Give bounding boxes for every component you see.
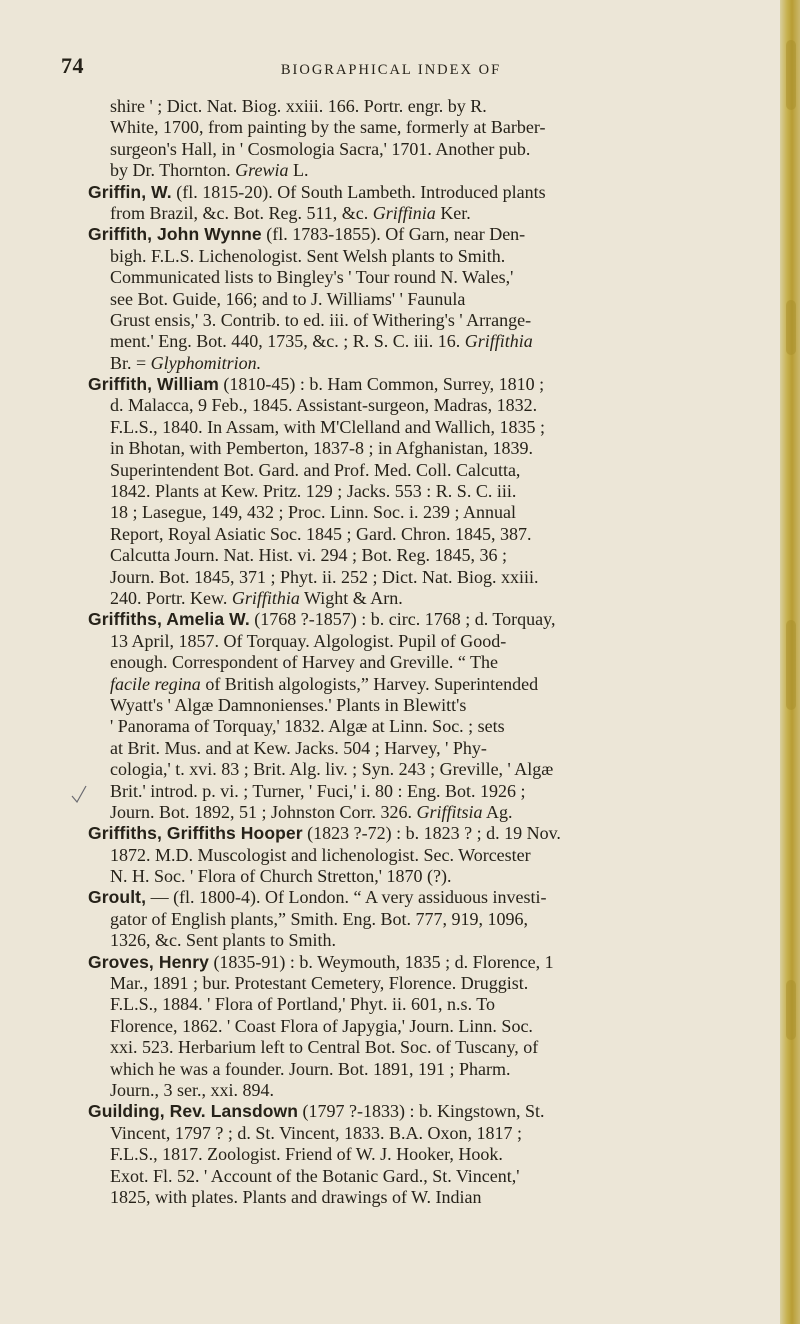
text-span: (1835-91) : b. Weymouth, 1835 ; d. Florence, 1 bbox=[208, 951, 554, 972]
entry-head-line bbox=[88, 609, 768, 630]
text-span: Calcutta Journ. Nat. Hist. vi. 294 ; Bot. Reg. 1845, 36 ; bbox=[110, 545, 507, 566]
text-span: Journ. Bot. 1892, 51 ; Johnston Corr. 326. bbox=[110, 801, 417, 822]
text-span: see Bot. Guide, 166; and to J. Williams' ' Faunula bbox=[110, 288, 466, 309]
index-entries bbox=[88, 96, 768, 1208]
text-span: ment.' Eng. Bot. 440, 1735, &c. ; R. S. C. iii. 16. bbox=[110, 331, 465, 352]
entry-name: Griffith, John Wynne bbox=[88, 224, 262, 245]
text-line bbox=[88, 438, 768, 459]
entry-head-line bbox=[88, 887, 768, 908]
text-line bbox=[88, 802, 768, 823]
text-line bbox=[88, 738, 768, 759]
text-span: F.L.S., 1840. In Assam, with M'Clelland and Wallich, 1835 ; bbox=[110, 416, 546, 437]
text-line bbox=[88, 481, 768, 502]
text-span: ' Panorama of Torquay,' 1832. Algæ at Linn. Soc. ; sets bbox=[110, 716, 505, 737]
text-span: 13 April, 1857. Of Torquay. Algologist. Pupil of Good- bbox=[110, 630, 507, 651]
text-line bbox=[88, 139, 768, 160]
text-span: xxi. 523. Herbarium left to Central Bot. Soc. of Tuscany, of bbox=[110, 1037, 539, 1058]
text-span: (1797 ?-1833) : b. Kingstown, St. bbox=[298, 1101, 545, 1122]
text-span: Journ. Bot. 1845, 371 ; Phyt. ii. 252 ; Dict. Nat. Biog. xxiii. bbox=[110, 566, 539, 587]
entry-name: Guilding, Rev. Lansdown bbox=[88, 1101, 299, 1122]
entry-head-line bbox=[88, 1101, 768, 1122]
text-span: Ag. bbox=[482, 801, 513, 822]
italic-text: Griffitsia bbox=[416, 801, 483, 822]
text-line bbox=[88, 1166, 768, 1187]
entry-name: Griffith, William bbox=[88, 374, 219, 395]
text-line bbox=[88, 289, 768, 310]
book-page-edge bbox=[780, 0, 800, 1324]
text-line bbox=[88, 716, 768, 737]
text-span: Wyatt's ' Algæ Damnonienses.' Plants in Blewitt's bbox=[110, 694, 467, 715]
text-span: (1768 ?-1857) : b. circ. 1768 ; d. Torquay, bbox=[249, 609, 556, 630]
text-span: enough. Correspondent of Harvey and Greville. “ The bbox=[110, 652, 499, 673]
text-line bbox=[88, 588, 768, 609]
text-line bbox=[88, 353, 768, 374]
text-line bbox=[88, 395, 768, 416]
text-span: from Brazil, &c. Bot. Reg. 511, &c. bbox=[110, 202, 373, 223]
text-line bbox=[88, 460, 768, 481]
italic-text: Grewia bbox=[235, 160, 289, 181]
text-line bbox=[88, 1016, 768, 1037]
text-line bbox=[88, 674, 768, 695]
running-head: BIOGRAPHICAL INDEX OF bbox=[280, 62, 502, 78]
text-span: cologia,' t. xvi. 83 ; Brit. Alg. liv. ; Syn. 243 ; Greville, ' Algæ bbox=[110, 759, 554, 780]
text-span: surgeon's Hall, in ' Cosmologia Sacra,' 1701. Another pub. bbox=[110, 138, 531, 159]
text-line bbox=[88, 866, 768, 887]
entry-name: Groves, Henry bbox=[88, 951, 209, 972]
pencil-tick-mark bbox=[70, 784, 88, 804]
text-span: of British algologists,” Harvey. Superintended bbox=[200, 673, 539, 694]
text-span: 1326, &c. Sent plants to Smith. bbox=[110, 930, 337, 951]
text-span: (fl. 1815-20). Of South Lambeth. Introduced plants bbox=[171, 181, 546, 202]
italic-text: Griffithia bbox=[231, 587, 300, 608]
text-span: Vincent, 1797 ? ; d. St. Vincent, 1833. B.A. Oxon, 1817 ; bbox=[110, 1122, 522, 1143]
text-line bbox=[88, 781, 768, 802]
text-line bbox=[88, 417, 768, 438]
page-number: 74 bbox=[61, 53, 84, 78]
text-line bbox=[88, 909, 768, 930]
text-span: 1825, with plates. Plants and drawings of W. Indian bbox=[110, 1186, 482, 1207]
text-span: which he was a founder. Journ. Bot. 1891, 191 ; Pharm. bbox=[110, 1058, 511, 1079]
entry-head-line bbox=[88, 374, 768, 395]
text-span: Brit.' introd. p. vi. ; Turner, ' Fuci,' i. 80 : Eng. Bot. 1926 ; bbox=[110, 780, 526, 801]
text-line bbox=[88, 631, 768, 652]
italic-text: Griffithia bbox=[464, 331, 533, 352]
text-span: (1823 ?-72) : b. 1823 ? ; d. 19 Nov. bbox=[302, 823, 561, 844]
text-line bbox=[88, 845, 768, 866]
text-line bbox=[88, 545, 768, 566]
text-span: Report, Royal Asiatic Soc. 1845 ; Gard. Chron. 1845, 387. bbox=[110, 523, 532, 544]
entry-head-line bbox=[88, 224, 768, 245]
text-span: White, 1700, from painting by the same, formerly at Barber- bbox=[110, 117, 546, 138]
text-span: Ker. bbox=[435, 202, 471, 223]
italic-text: Griffinia bbox=[372, 202, 436, 223]
entry-head-line bbox=[88, 823, 768, 844]
text-span: (1810-45) : b. Ham Common, Surrey, 1810 ; bbox=[218, 374, 545, 395]
text-span: F.L.S., 1884. ' Flora of Portland,' Phyt. ii. 601, n.s. To bbox=[110, 994, 495, 1015]
text-span: in Bhotan, with Pemberton, 1837-8 ; in Afghanistan, 1839. bbox=[110, 438, 533, 459]
text-span: gator of English plants,” Smith. Eng. Bot. 777, 919, 1096, bbox=[110, 908, 528, 929]
text-line bbox=[88, 310, 768, 331]
text-span: bigh. F.L.S. Lichenologist. Sent Welsh plants to Smith. bbox=[110, 245, 506, 266]
entry-head-line bbox=[88, 182, 768, 203]
entry-name: Groult, bbox=[88, 887, 147, 908]
text-line bbox=[88, 759, 768, 780]
text-span: 1842. Plants at Kew. Pritz. 129 ; Jacks. 553 : R. S. C. iii. bbox=[110, 481, 517, 502]
text-line bbox=[88, 117, 768, 138]
text-line bbox=[88, 695, 768, 716]
text-span: d. Malacca, 9 Feb., 1845. Assistant-surgeon, Madras, 1832. bbox=[110, 395, 538, 416]
text-span: 18 ; Lasegue, 149, 432 ; Proc. Linn. Soc. i. 239 ; Annual bbox=[110, 502, 516, 523]
text-span: Exot. Fl. 52. ' Account of the Botanic Gard., St. Vincent,' bbox=[110, 1165, 520, 1186]
text-line bbox=[88, 96, 768, 117]
text-span: Mar., 1891 ; bur. Protestant Cemetery, Florence. Druggist. bbox=[110, 973, 529, 994]
text-span: at Brit. Mus. and at Kew. Jacks. 504 ; Harvey, ' Phy- bbox=[110, 737, 487, 758]
text-line bbox=[88, 1123, 768, 1144]
text-line bbox=[88, 246, 768, 267]
text-line bbox=[88, 652, 768, 673]
text-span: — (fl. 1800-4). Of London. “ A very assiduous investi- bbox=[146, 887, 547, 908]
text-span: F.L.S., 1817. Zoologist. Friend of W. J. Hooker, Hook. bbox=[110, 1144, 503, 1165]
italic-text: facile regina bbox=[110, 673, 201, 694]
text-line bbox=[88, 567, 768, 588]
text-span: Superintendent Bot. Gard. and Prof. Med. Coll. Calcutta, bbox=[110, 459, 521, 480]
text-span: Florence, 1862. ' Coast Flora of Japygia,' Journ. Linn. Soc. bbox=[110, 1015, 533, 1036]
entry-name: Griffiths, Griffiths Hooper bbox=[88, 823, 303, 844]
text-line bbox=[88, 1037, 768, 1058]
italic-text: Glyphomitrion. bbox=[150, 352, 262, 373]
text-span: N. H. Soc. ' Flora of Church Stretton,' 1870 (?). bbox=[110, 866, 452, 887]
text-span: Wight & Arn. bbox=[299, 587, 403, 608]
text-span: Journ., 3 ser., xxi. 894. bbox=[110, 1079, 274, 1100]
text-span: Communicated lists to Bingley's ' Tour round N. Wales,' bbox=[110, 267, 514, 288]
entry-name: Griffiths, Amelia W. bbox=[88, 609, 250, 630]
text-line bbox=[88, 524, 768, 545]
text-span: Grust ensis,' 3. Contrib. to ed. iii. of Withering's ' Arrange- bbox=[110, 309, 532, 330]
text-line bbox=[88, 160, 768, 181]
text-line bbox=[88, 1144, 768, 1165]
text-line bbox=[88, 502, 768, 523]
text-line bbox=[88, 1080, 768, 1101]
text-span: 240. Portr. Kew. bbox=[110, 587, 232, 608]
text-line bbox=[88, 973, 768, 994]
text-span: (fl. 1783-1855). Of Garn, near Den- bbox=[261, 224, 526, 245]
text-span: by Dr. Thornton. bbox=[110, 160, 236, 181]
text-span: L. bbox=[288, 160, 309, 181]
entry-head-line bbox=[88, 952, 768, 973]
text-line bbox=[88, 1187, 768, 1208]
text-span: shire ' ; Dict. Nat. Biog. xxiii. 166. Portr. engr. by R. bbox=[110, 96, 487, 116]
text-span: 1872. M.D. Muscologist and lichenologist. Sec. Worcester bbox=[110, 844, 531, 865]
text-line bbox=[88, 331, 768, 352]
text-span: Br. = bbox=[110, 352, 151, 373]
text-line bbox=[88, 1059, 768, 1080]
text-line bbox=[88, 930, 768, 951]
entry-name: Griffin, W. bbox=[88, 181, 172, 202]
text-line bbox=[88, 994, 768, 1015]
text-line bbox=[88, 267, 768, 288]
text-line bbox=[88, 203, 768, 224]
